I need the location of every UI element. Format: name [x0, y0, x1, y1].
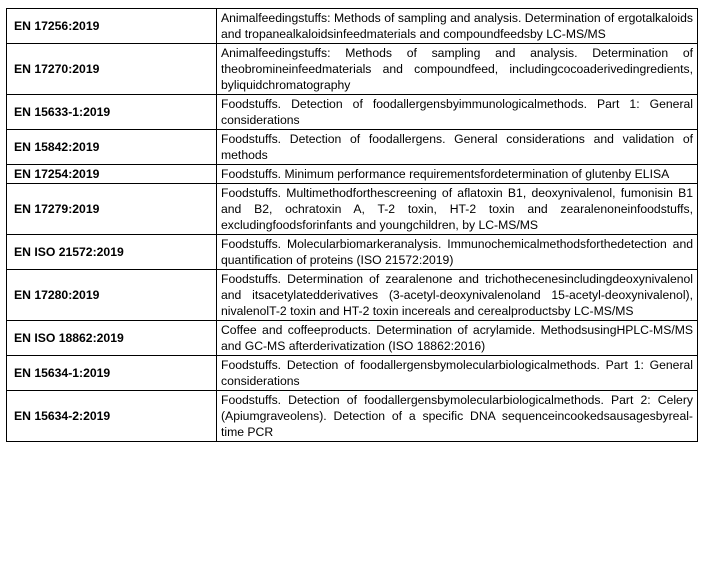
standard-description: Foodstuffs. Detection of foodallergens. General considerations and validation of methods: [217, 130, 698, 165]
standards-table: [6, 8, 698, 442]
standard-code: EN ISO 18862:2019: [7, 321, 217, 356]
standard-code: EN 15842:2019: [7, 130, 217, 165]
standard-description: Animalfeedingstuffs: Methods of sampling and analysis. Determination of ergotalkaloids and tropanealkaloidsinfeedmaterials and compoundfeedsby LC-MS/MS: [217, 9, 698, 44]
table-row: [7, 321, 698, 356]
standard-description: Foodstuffs. Minimum performance requirementsfordetermination of glutenby ELISA: [217, 165, 698, 184]
standard-description: Foodstuffs. Detection of foodallergensbyimmunologicalmethods. Part 1: General considerations: [217, 95, 698, 130]
standard-code: EN 15633-1:2019: [7, 95, 217, 130]
table-row: [7, 391, 698, 442]
table-row: [7, 44, 698, 95]
standard-code: EN 17256:2019: [7, 9, 217, 44]
table-row: [7, 9, 698, 44]
standard-code: EN 15634-1:2019: [7, 356, 217, 391]
table-row: [7, 235, 698, 270]
standard-description: Animalfeedingstuffs: Methods of sampling and analysis. Determination of theobromineinfeedmaterials and compoundfeed, includingcocoaderivedingredients, byliquidchromatography: [217, 44, 698, 95]
standard-description: Foodstuffs. Multimethodforthescreening of aflatoxin B1, deoxynivalenol, fumonisin B1 and B2, ochratoxin A, T-2 toxin, HT-2 toxin and zearalenoneinfoodstuffs, excludingfoodsforinfants and youngchildren, by LC-MS/MS: [217, 184, 698, 235]
standard-code: EN 17254:2019: [7, 165, 217, 184]
standard-description: Foodstuffs. Detection of foodallergensbymolecularbiologicalmethods. Part 2: Celery (Apiumgraveolens). Detection of a specific DNA sequenceincookedsausagesbyreal-time PCR: [217, 391, 698, 442]
standard-description: Foodstuffs. Determination of zearalenone and trichothecenesincludingdeoxynivalenol and itsacetylatedderivatives (3-acetyl-deoxynivalenoland 15-acetyl-deoxynivalenol), nivalenolT-2 toxin and HT-2 toxin incereals and cerealproductsby LC-MS/MS: [217, 270, 698, 321]
standard-code: EN 17270:2019: [7, 44, 217, 95]
standard-description: Foodstuffs. Molecularbiomarkeranalysis. Immunochemicalmethodsforthedetection and quantification of proteins (ISO 21572:2019): [217, 235, 698, 270]
table-row: [7, 130, 698, 165]
table-row: [7, 165, 698, 184]
table-row: [7, 270, 698, 321]
standard-code: EN 15634-2:2019: [7, 391, 217, 442]
table-row: [7, 356, 698, 391]
standard-description: Coffee and coffeeproducts. Determination of acrylamide. MethodsusingHPLC-MS/MS and GC-MS afterderivatization (ISO 18862:2016): [217, 321, 698, 356]
table-row: [7, 95, 698, 130]
standard-code: EN 17280:2019: [7, 270, 217, 321]
standard-description: Foodstuffs. Detection of foodallergensbymolecularbiologicalmethods. Part 1: General considerations: [217, 356, 698, 391]
standard-code: EN ISO 21572:2019: [7, 235, 217, 270]
standard-code: EN 17279:2019: [7, 184, 217, 235]
table-row: [7, 184, 698, 235]
